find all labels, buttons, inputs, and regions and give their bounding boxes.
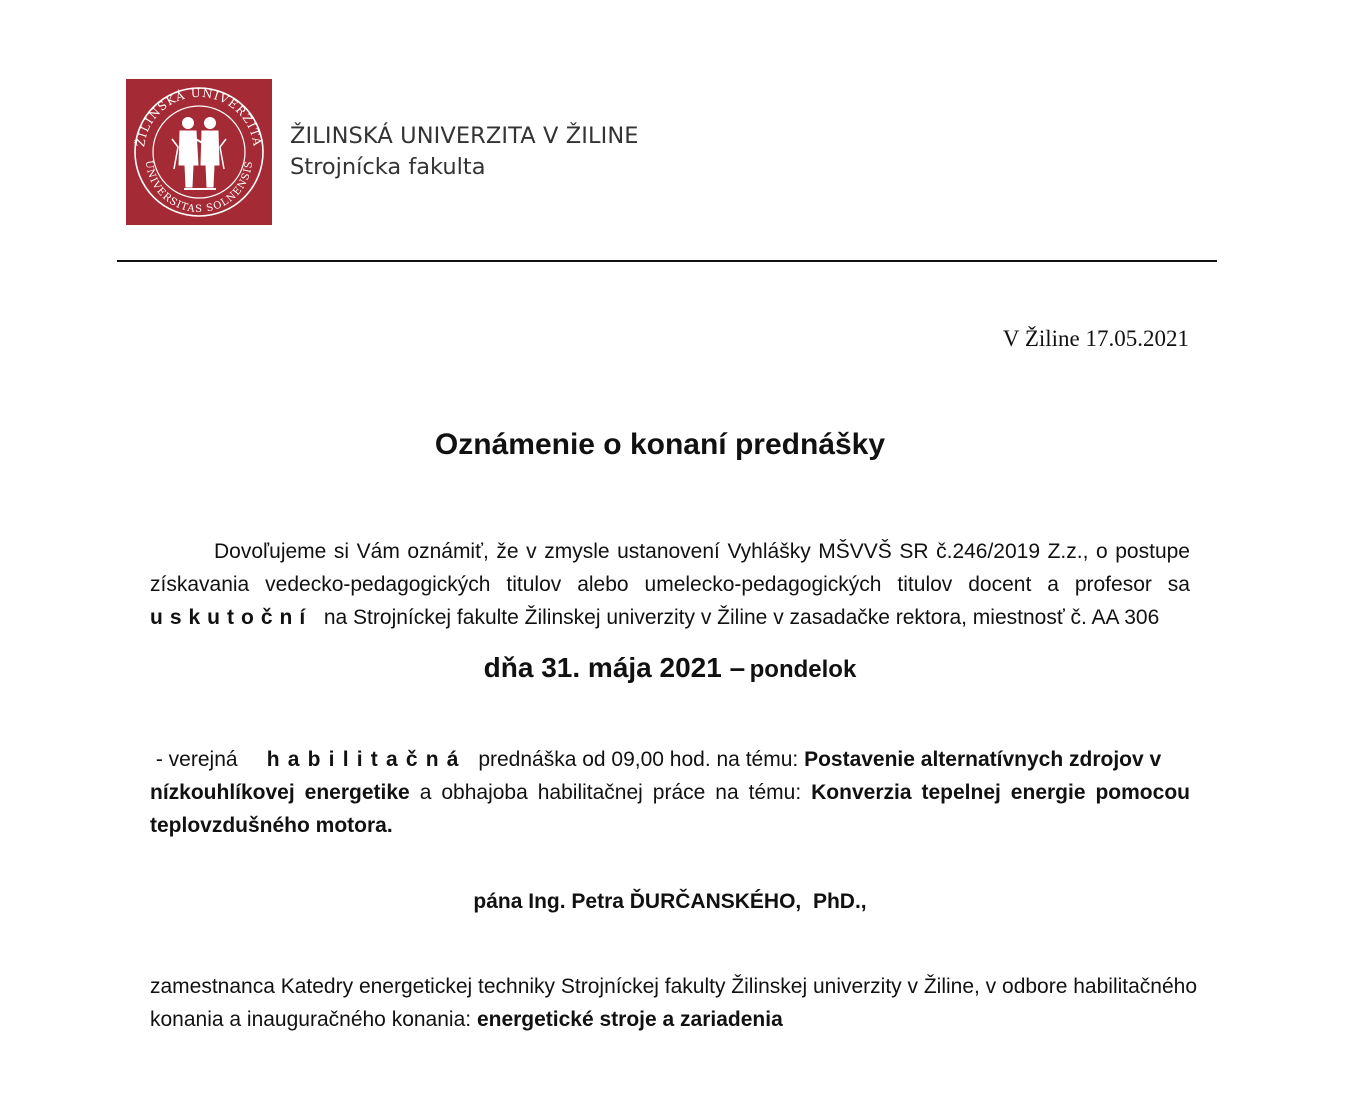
lecture-prefix: - verejná bbox=[155, 748, 238, 771]
employment-line-2 bbox=[150, 1003, 1190, 1036]
svg-text:ŽILINSKÁ UNIVERZITA: ŽILINSKÁ UNIVERZITA bbox=[133, 85, 265, 148]
lecture-connector: a obhajoba habilitačnej práce na tému: bbox=[419, 781, 802, 804]
intro-line-3-text: na Strojníckej fakulte Žilinskej univerzity v Žiline v zasadačke rektora, miestnosť č. AA 306 bbox=[323, 606, 1160, 629]
lecture-spaced-word: habilitačná bbox=[266, 748, 467, 771]
lecture-line-2 bbox=[150, 776, 1190, 809]
university-name: ŽILINSKÁ UNIVERZITA V ŽILINE bbox=[290, 123, 639, 149]
intro-line-1: Dovoľujeme si Vám oznámiť, že v zmysle ustanovení Vyhlášky MŠVVŠ SR č.246/2019 Z.z., o postupe bbox=[214, 540, 1190, 563]
employment-line-1: zamestnanca Katedry energetickej techniky Strojníckej fakulty Žilinskej univerzity v Žiline, v odbore habilitačného bbox=[150, 975, 1198, 998]
employment-paragraph bbox=[150, 970, 1198, 1036]
lecture-middle: prednáška od 09,00 hod. na tému: bbox=[478, 748, 799, 771]
intro-paragraph bbox=[150, 535, 1190, 634]
event-date-main: dňa 31. mája 2021 – bbox=[483, 652, 746, 683]
lecture-topic-2a: Konverzia tepelnej energie pomocou bbox=[811, 781, 1190, 804]
header-divider bbox=[117, 260, 1217, 262]
lecture-line-1 bbox=[150, 743, 1190, 776]
university-seal-logo bbox=[126, 79, 272, 225]
person-name: pána Ing. Petra ĎURČANSKÉHO, PhD., bbox=[473, 890, 867, 913]
letterhead bbox=[126, 79, 646, 227]
intro-spaced-word: uskutoční bbox=[150, 606, 313, 629]
seal-icon bbox=[126, 79, 272, 225]
event-date bbox=[0, 652, 1340, 684]
event-date-weekday: pondelok bbox=[749, 656, 857, 683]
svg-text:UNIVERSITAS SOLNENSIS: UNIVERSITAS SOLNENSIS bbox=[142, 159, 256, 216]
lecture-paragraph bbox=[150, 743, 1190, 842]
intro-line-2: získavania vedecko-pedagogických titulov alebo umelecko-pedagogických titulov docent a profesor sa bbox=[150, 573, 1190, 596]
intro-line-3 bbox=[150, 601, 1190, 634]
employment-field: energetické stroje a zariadenia bbox=[476, 1008, 783, 1031]
faculty-name: Strojnícka fakulta bbox=[290, 154, 486, 180]
employment-prefix: konania a inauguračného konania: bbox=[150, 1008, 472, 1031]
lecture-topic-1b: nízkouhlíkovej energetike bbox=[150, 781, 410, 804]
date-place-line: V Žiline 17.05.2021 bbox=[1002, 326, 1189, 351]
document-title: Oznámenie o konaní prednášky bbox=[434, 428, 886, 461]
lecture-topic-2b: teplovzdušného motora. bbox=[150, 814, 393, 837]
lecture-topic-1a: Postavenie alternatívnych zdrojov v bbox=[804, 748, 1162, 771]
